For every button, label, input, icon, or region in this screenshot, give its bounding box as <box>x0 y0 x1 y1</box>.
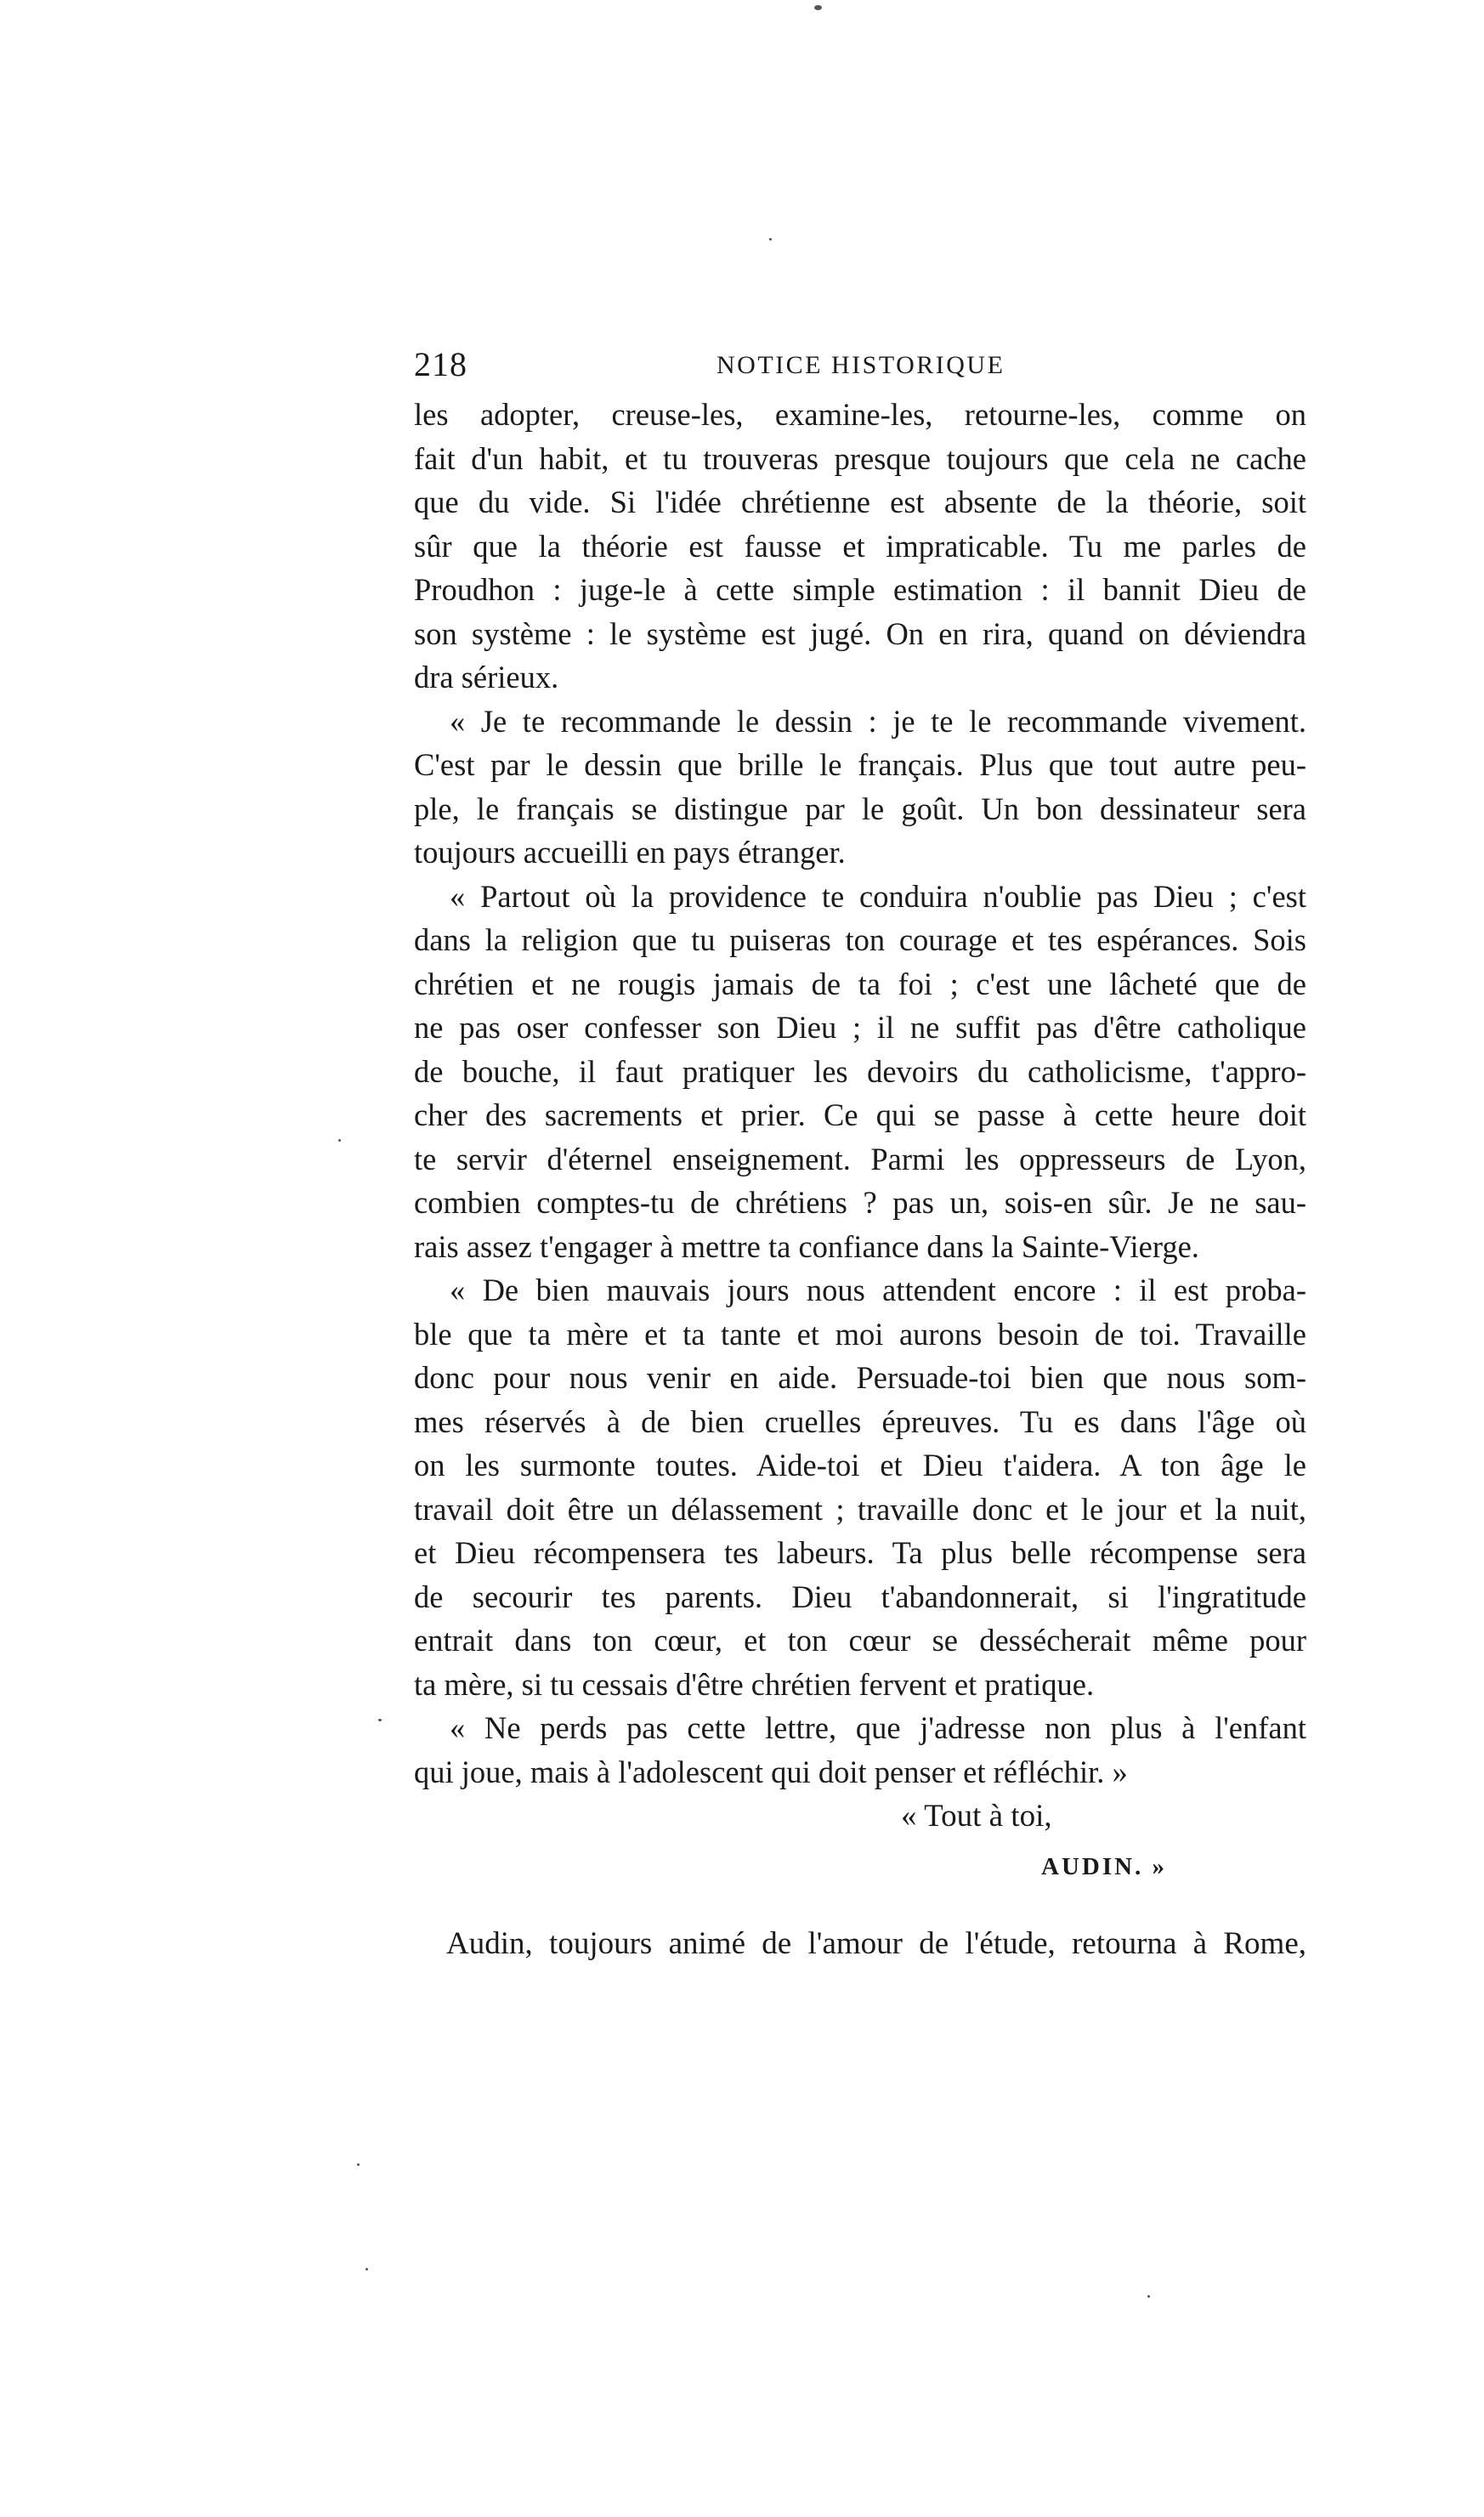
text-line: « Partout où la providence te conduira n'oublie pas Dieu ; c'est <box>450 878 1306 914</box>
body-text <box>414 393 1306 1794</box>
text-line: combien comptes-tu de chrétiens ? pas un, sois-en sûr. Je ne sau- <box>414 1185 1306 1220</box>
running-title: NOTICE HISTORIQUE <box>717 351 1005 379</box>
text-line: chrétien et ne rougis jamais de ta foi ; c'est une lâcheté que de <box>414 966 1306 1001</box>
paper-speck <box>1147 2295 1150 2298</box>
text-line: C'est par le dessin que brille le français. Plus que tout autre peu- <box>414 747 1306 782</box>
text-line: fait d'un habit, et tu trouveras presque toujours que cela ne cache <box>414 440 1306 476</box>
text-line: Proudhon : juge-le à cette simple estimation : il bannit Dieu de <box>414 572 1306 607</box>
page-header <box>414 344 1306 395</box>
continuation-line: Audin, toujours animé de l'amour de l'étude, retourna à Rome, <box>446 1926 1306 1961</box>
text-line: ple, le français se distingue par le goût. Un bon dessinateur sera <box>414 791 1306 826</box>
text-line: dra sérieux. <box>414 660 559 694</box>
text-line: « Je te recommande le dessin : je te le recommande vivement. <box>450 703 1306 739</box>
text-line: dans la religion que tu puiseras ton courage et tes espérances. Sois <box>414 922 1306 957</box>
paper-speck <box>769 238 772 241</box>
text-line: de bouche, il faut pratiquer les devoirs du catholicisme, t'appro- <box>414 1053 1306 1089</box>
text-line: travail doit être un délassement ; travaille donc et le jour et la nuit, <box>414 1491 1306 1527</box>
text-line: ble que ta mère et ta tante et moi aurons besoin de toi. Travaille <box>414 1316 1306 1352</box>
text-line: que du vide. Si l'idée chrétienne est absente de la théorie, soit <box>414 485 1306 519</box>
text-line: son système : le système est jugé. On en rira, quand on déviendra <box>414 615 1306 651</box>
text-line: mes réservés à de bien cruelles épreuves. Tu es dans l'âge où <box>414 1403 1306 1439</box>
text-line: rais assez t'engager à mettre ta confiance dans la Sainte-Vierge. <box>414 1228 1199 1264</box>
text-line: toujours accueilli en pays étranger. <box>414 835 846 870</box>
paper-speck <box>365 2268 368 2270</box>
text-line: et Dieu récompensera tes labeurs. Ta plus belle récompense sera <box>414 1535 1306 1570</box>
letter-signature: AUDIN. » <box>1041 1853 1168 1880</box>
letter-closing: « Tout à toi, <box>901 1799 1052 1834</box>
text-line: « De bien mauvais jours nous attendent encore : il est proba- <box>450 1273 1306 1307</box>
paper-speck <box>378 1719 382 1721</box>
text-line: te servir d'éternel enseignement. Parmi les oppresseurs de Lyon, <box>414 1141 1306 1176</box>
paper-speck <box>357 2163 360 2166</box>
text-line: de secourir tes parents. Dieu t'abandonnerait, si l'ingratitude <box>414 1579 1306 1614</box>
text-line: ta mère, si tu cessais d'être chrétien fervent et pratique. <box>414 1666 1095 1702</box>
text-line: les adopter, creuse-les, examine-les, retourne-les, comme on <box>414 397 1306 432</box>
text-line: sûr que la théorie est fausse et impraticable. Tu me parles de <box>414 528 1306 564</box>
paper-speck <box>814 5 822 10</box>
text-line: on les surmonte toutes. Aide-toi et Dieu t'aidera. A ton âge le <box>414 1448 1306 1482</box>
text-line: ne pas oser confesser son Dieu ; il ne suffit pas d'être catholique <box>414 1010 1306 1045</box>
text-line: donc pour nous venir en aide. Persuade-toi bien que nous som- <box>414 1360 1306 1395</box>
text-line: qui joue, mais à l'adolescent qui doit penser et réfléchir. » <box>414 1754 1128 1789</box>
text-line: entrait dans ton cœur, et ton cœur se dessécherait même pour <box>414 1623 1306 1658</box>
page-number: 218 <box>414 345 467 383</box>
paper-speck <box>338 1139 341 1142</box>
text-line: cher des sacrements et prier. Ce qui se passe à cette heure doit <box>414 1097 1306 1132</box>
text-line: « Ne perds pas cette lettre, que j'adresse non plus à l'enfant <box>450 1710 1306 1745</box>
